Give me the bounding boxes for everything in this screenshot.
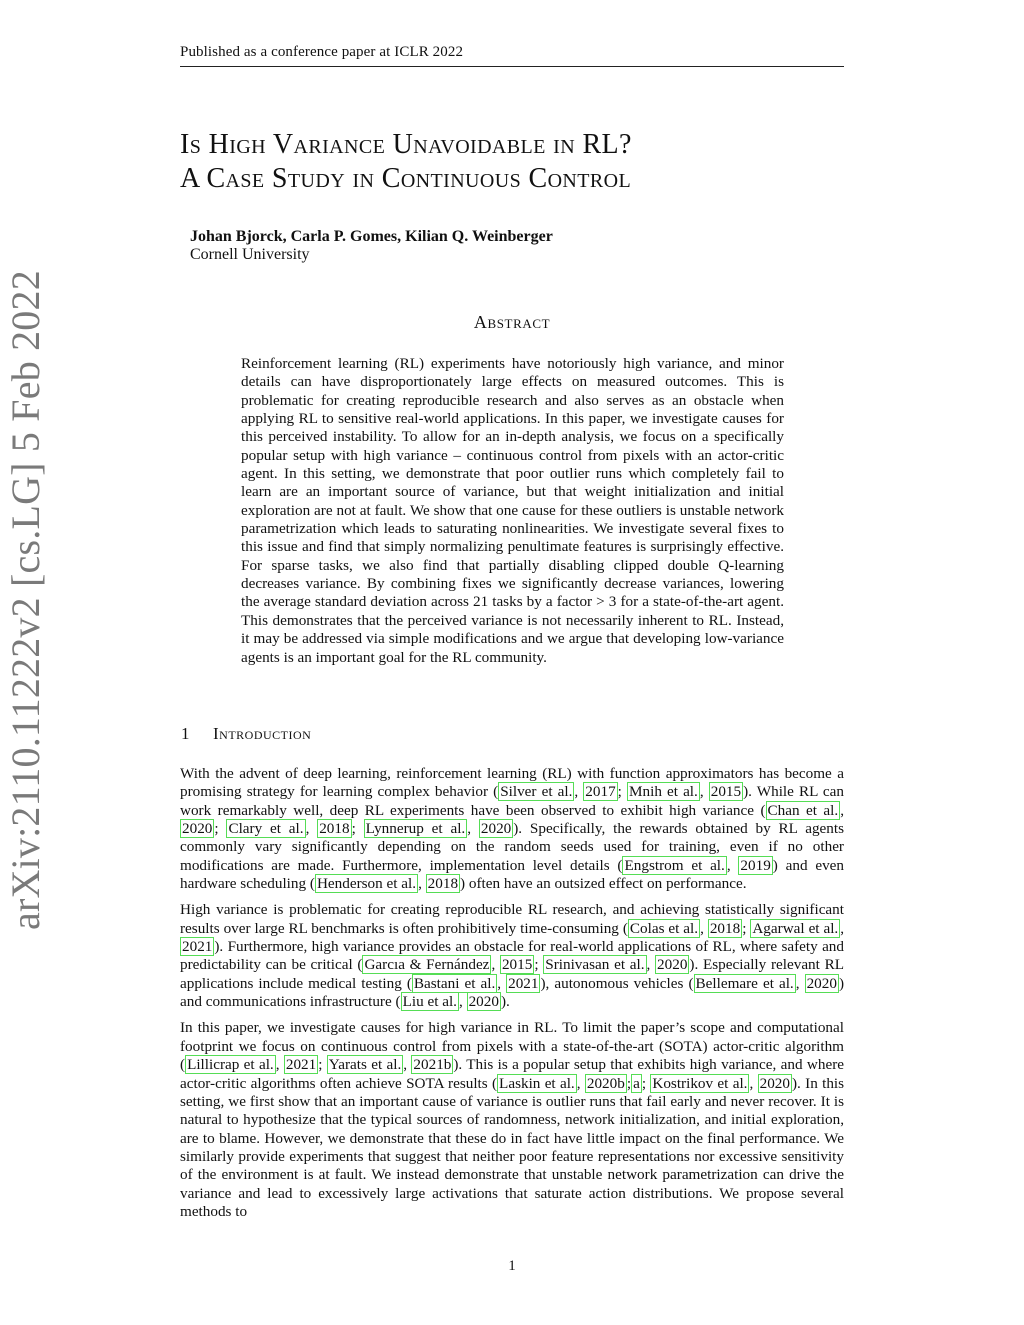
citation-link[interactable]: 2021 bbox=[508, 974, 539, 992]
paragraph: With the advent of deep learning, reinforcement learning (RL) with function approximators has become a promising strategy for learning complex behavior ( Silver et al. , 2017 ; Mnih et al. , 2015 ). While RL can work remarkably well, deep RL experiments have been observed to exhibit high variance ( Chan et al. , 2020 ; Clary et al. , 2018 ; Lynnerup et al. , 2020 ). Specifically, the rewards obtained by RL agents commonly vary significantly depending on the random seeds used for training, even if no other modifications are made. Furthermore, implementation level details ( Engstrom et al. , 2019 ) and even hardware scheduling ( Henderson et al. , 2018 ) often have an outsized effect on performance. bbox=[180, 765, 845, 893]
citation-link[interactable]: Mnih et al. bbox=[629, 783, 698, 801]
citation-link[interactable]: Engstrom et al. bbox=[624, 856, 725, 874]
citation-link[interactable]: Chan et al. bbox=[767, 801, 839, 819]
citation-link[interactable]: Bastani et al. bbox=[413, 974, 496, 992]
citation-link[interactable]: 2021 bbox=[182, 938, 213, 956]
paragraph: High variance is problematic for creating reproducible RL research, and achieving statistically significant results over large RL benchmarks is often prohibitively time-consuming ( Colas et al. , 2018 ; Agarwal et al. , 2021 ). Furthermore, high variance provides an obstacle for real-world applications of RL, where safety and predictability can be critical ( Garcıa & Fernández , 2015 ; Srinivasan et al. , 2020 ). Especially relevant RL applications include medical testing ( Bastani et al. , 2021 ), autonomous vehicles ( Bellemare et al. , 2020 ) and communications infrastructure ( Liu et al. , 2020 ). bbox=[180, 901, 845, 1011]
paragraph: In this paper, we investigate causes for high variance in RL. To limit the paper’s scope and computational footprint we focus on continuous control from pixels with a state-of-the-art (SOTA) actor-critic algorithm ( Lillicrap et al. , 2021 ; Yarats et al. , 2021b ). This is a popular setup that exhibits high variance, and where actor-critic algorithms often achieve SOTA results ( Laskin et al. , 2020b ; a ; Kostrikov et al. , 2020 ). In this setting, we first show that an important cause of variance is outlier runs that fail early and never recover. It is natural to hypothesize that the typical sources of randomness, network initialization, and initial exploration, are to blame. However, we demonstrate that these do in fact have little impact on the final performance. We similarly provide experiments that suggest that neither poor feature representations nor excessive sensitivity of the environment is at fault. We instead demonstrate that unstable network parametrization can drive the variance and lead to excessively large activations that saturate action distributions. We propose several methods to bbox=[180, 1019, 845, 1220]
citation-link[interactable]: Henderson et al. bbox=[316, 875, 417, 893]
citation-link[interactable]: Lynnerup et al. bbox=[365, 820, 466, 838]
section-number: 1 bbox=[181, 724, 190, 743]
citation-link[interactable]: 2017 bbox=[585, 783, 616, 801]
citation-link[interactable]: 2018 bbox=[427, 875, 459, 893]
citation-link[interactable]: 2020b bbox=[586, 1074, 625, 1092]
citation-link[interactable]: Bellemare et al. bbox=[695, 974, 794, 992]
citation-link[interactable]: 2021b bbox=[413, 1056, 452, 1074]
title-line-1: Is High Variance Unavoidable in RL? bbox=[180, 129, 632, 160]
citation-link[interactable]: 2020 bbox=[657, 956, 688, 974]
author-list: Johan Bjorck, Carla P. Gomes, Kilian Q. Weinberger bbox=[190, 228, 553, 245]
citation-link[interactable]: 2019 bbox=[740, 856, 771, 874]
section-heading bbox=[181, 724, 311, 744]
affiliation: Cornell University bbox=[190, 246, 310, 263]
citation-link[interactable]: 2018 bbox=[709, 919, 741, 937]
citation-link[interactable]: 2021 bbox=[285, 1056, 317, 1074]
citation-link[interactable]: 2020 bbox=[806, 974, 837, 992]
section-title: Introduction bbox=[213, 724, 312, 743]
citation-link[interactable]: Srinivasan et al. bbox=[545, 956, 645, 974]
citation-link[interactable]: 2015 bbox=[501, 956, 533, 974]
citation-link[interactable]: a bbox=[633, 1074, 640, 1092]
header-rule bbox=[180, 66, 844, 67]
citation-link[interactable]: 2020 bbox=[759, 1074, 790, 1092]
citation-link[interactable]: 2020 bbox=[480, 820, 512, 838]
abstract-heading: Abstract bbox=[473, 312, 551, 332]
citation-link[interactable]: Yarats et al. bbox=[328, 1056, 402, 1074]
citation-link[interactable]: Agarwal et al. bbox=[752, 919, 839, 937]
citation-link[interactable]: Silver et al. bbox=[500, 783, 573, 801]
paper-title bbox=[180, 128, 880, 196]
citation-link[interactable]: 2020 bbox=[468, 993, 499, 1011]
citation-link[interactable]: Garcıa & Fernández bbox=[364, 956, 490, 974]
citation-link[interactable]: Laskin et al. bbox=[499, 1074, 575, 1092]
citation-link[interactable]: 2015 bbox=[710, 783, 742, 801]
page-number: 1 bbox=[508, 1258, 516, 1274]
running-header: Published as a conference paper at ICLR 2022 bbox=[180, 44, 464, 60]
citation-link[interactable]: Kostrikov et al. bbox=[652, 1074, 748, 1092]
citation-link[interactable]: Colas et al. bbox=[629, 919, 699, 937]
title-line-2: A Case Study in Continuous Control bbox=[180, 163, 632, 194]
citation-link[interactable]: Lillicrap et al. bbox=[187, 1056, 274, 1074]
citation-link[interactable]: 2018 bbox=[319, 820, 350, 838]
citation-link[interactable]: Liu et al. bbox=[402, 993, 457, 1011]
abstract-body: Reinforcement learning (RL) experiments have notoriously high variance, and minor details can have disproportionately large effects on measured outcomes. This is problematic for creating reproducible research and also serves as an obstacle when applying RL to sensitive real-world applications. In this paper, we investigate causes for this perceived instability. To allow for an in-depth analysis, we focus on a specifically popular setup with high variance – continuous control from pixels with an actor-critic agent. In this setting, we demonstrate that poor outlier runs which completely fail to learn are an important source of variance, but that weight initialization and initial exploration are not at fault. We show that one cause for these outliers is unstable network parametrization which leads to saturating nonlinearities. We investigate several fixes to this issue and find that simply normalizing penultimate features is surprisingly effective. For sparse tasks, we also find that partially disabling clipped double Q-learning decreases variance. By combining fixes we significantly decrease variances, lowering the average standard deviation across 21 tasks by a factor > 3 for a state-of-the-art agent. This demonstrates that the perceived variance is not necessarily inherent to RL. Instead, it may be addressed via simple modifications and we argue that developing low-variance agents is an important goal for the RL community. bbox=[241, 355, 784, 666]
arxiv-identifier: arXiv:2110.11222v2 [cs.LG] 5 Feb 2022 bbox=[3, 270, 48, 930]
citation-link[interactable]: 2020 bbox=[182, 820, 213, 838]
introduction-body bbox=[180, 765, 844, 1229]
citation-link[interactable]: Clary et al. bbox=[228, 820, 304, 838]
